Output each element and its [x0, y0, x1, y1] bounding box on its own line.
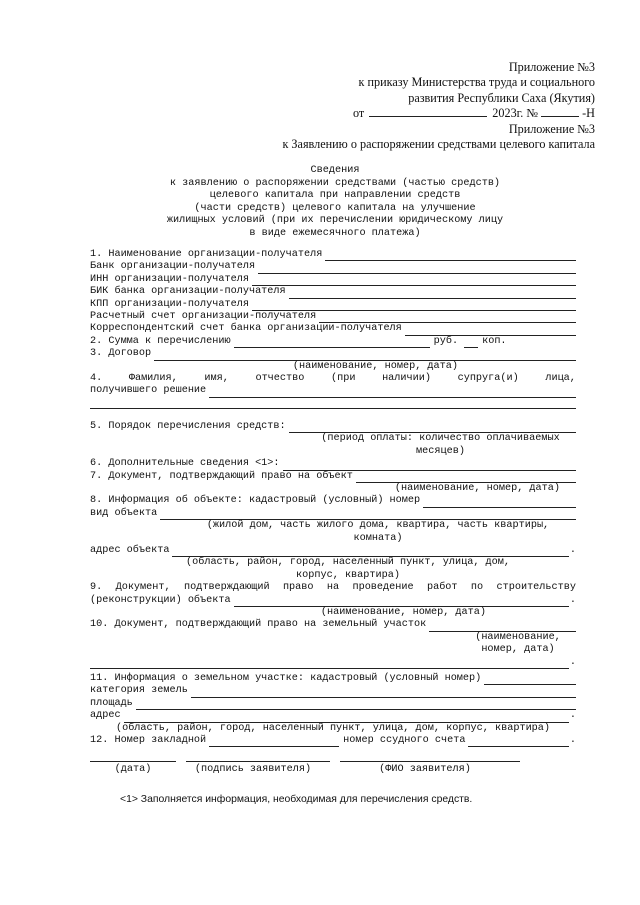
field-label: номер ссудного счета — [343, 735, 466, 747]
field-label: вид объекта — [90, 507, 158, 519]
line-dot: . — [569, 594, 576, 606]
input-line[interactable] — [252, 275, 576, 286]
line-dot: . — [569, 735, 576, 747]
title-line: (части средств) целевого капитала на улучшение — [194, 202, 476, 214]
field-object-address — [90, 545, 576, 557]
title-line: Сведения — [310, 165, 360, 176]
field-recipient-bik — [90, 286, 576, 298]
header-order-line — [75, 106, 595, 121]
amount-rub-input[interactable] — [234, 337, 430, 348]
header-suffix: -Н — [582, 106, 595, 121]
header-line: Приложение №3 — [508, 121, 595, 136]
field-label: получившего решение — [90, 385, 207, 397]
field-label: КПП организации-получателя — [90, 298, 249, 310]
rub-label: руб. — [433, 335, 459, 347]
field-object-cadastral — [90, 495, 576, 507]
fio-line[interactable] — [340, 751, 520, 762]
field-label: БИК банка организации-получателя — [90, 286, 286, 298]
title-line: к заявлению о распоряжении средствами (частью средств) — [169, 177, 501, 189]
input-line[interactable] — [405, 325, 576, 336]
input-line[interactable] — [154, 350, 576, 361]
line-dot: . — [569, 544, 576, 556]
field-label: 3. Договор — [90, 348, 152, 360]
field-land-address — [90, 710, 576, 722]
field-land-area — [90, 698, 576, 710]
field-label: 11. Информация о земельном участке: кадастровый (условный номер) — [90, 673, 482, 684]
input-line[interactable] — [136, 699, 576, 710]
form-fields — [90, 249, 576, 747]
date-caption: (дата) — [114, 764, 152, 775]
input-line[interactable] — [90, 658, 569, 669]
field-hint: (наименование, номер, дата) — [292, 360, 458, 372]
input-line[interactable] — [319, 312, 576, 323]
input-line[interactable] — [172, 546, 568, 557]
order-date-blank — [369, 106, 487, 117]
mortgage-number-input[interactable] — [209, 736, 339, 747]
field-label: 1. Наименование организации-получателя — [90, 249, 323, 260]
input-line[interactable] — [356, 472, 576, 483]
input-line[interactable] — [90, 398, 576, 409]
field-land-document — [90, 619, 576, 631]
field-label: 12. Номер закладной — [90, 735, 207, 747]
field-object-document — [90, 471, 576, 483]
field-label: площадь — [90, 697, 133, 709]
line-dot: . — [569, 710, 576, 722]
field-recipient-kpp — [90, 299, 576, 311]
header-line: к приказу Министерства труда и социального — [358, 75, 595, 90]
date-line[interactable] — [90, 751, 176, 762]
input-line[interactable] — [209, 387, 576, 398]
field-land-document-cont — [90, 657, 576, 669]
justified-word: лица, — [545, 373, 576, 385]
field-hint: (наименование, номер, дата) — [475, 631, 561, 656]
justified-word: строительству — [496, 582, 576, 594]
justified-word: Фамилия, — [128, 373, 178, 385]
justified-word: наличии) — [382, 373, 431, 385]
field-hint: (область, район, город, населенный пункт, улица, дом, корпус, квартира) — [185, 557, 510, 581]
field-contract — [90, 348, 576, 360]
justified-word: 9. — [90, 582, 103, 594]
kop-label: коп. — [482, 335, 507, 347]
signature-block — [90, 751, 580, 775]
input-line[interactable] — [484, 674, 576, 685]
field-object-type — [90, 508, 576, 520]
justified-word: отчество — [255, 373, 305, 385]
field-label: адрес — [90, 710, 121, 722]
field-label: ИНН организации-получателя — [90, 273, 249, 285]
field-hint: (наименование, номер, дата) — [394, 482, 560, 494]
justified-word: проведение — [352, 582, 414, 594]
field-mortgage — [90, 735, 576, 747]
input-line[interactable] — [124, 712, 569, 723]
field-extra-info — [90, 458, 576, 470]
justified-word: (при — [330, 373, 356, 385]
field-label: 8. Информация об объекте: кадастровый (условный) номер — [90, 495, 421, 507]
field-label: адрес объекта — [90, 544, 170, 556]
field-label: 10. Документ, подтверждающий право на земельный участок — [90, 619, 427, 631]
field-label: Банк организации-получателя — [90, 261, 256, 273]
input-line[interactable] — [325, 250, 576, 261]
field-label: Расчетный счет организации-получателя — [90, 311, 317, 323]
field-recipient-account — [90, 311, 576, 323]
field-label: (реконструкции) объекта — [90, 594, 231, 606]
justified-word: супруга(и) — [457, 373, 519, 385]
field-label: 2. Сумма к перечислению — [90, 335, 231, 347]
input-line[interactable] — [429, 621, 576, 632]
footnote: <1> Заполняется информация, необходимая для перечисления средств. — [120, 794, 473, 805]
field-label: Корреспондентский счет банка организации-получателя — [90, 323, 402, 335]
field-label: 7. Документ, подтверждающий право на объект — [90, 470, 353, 482]
header-line: Приложение №3 — [508, 60, 595, 74]
line-dot: . — [569, 656, 576, 668]
fio-caption: (ФИО заявителя) — [379, 764, 471, 775]
input-line[interactable] — [252, 300, 576, 311]
field-label: категория земель — [90, 685, 188, 697]
field-amount — [90, 336, 576, 348]
field-construction-document — [90, 582, 576, 594]
justified-word: подтверждающий — [183, 582, 270, 594]
document-header — [75, 60, 595, 152]
field-hint: (период оплаты: количество оплачиваемых месяцев) — [321, 433, 560, 457]
field-recipient-bank — [90, 261, 576, 273]
field-hint: (наименование, номер, дата) — [320, 606, 486, 618]
justified-word: Документ, — [115, 582, 171, 594]
input-line[interactable] — [289, 422, 576, 433]
input-line[interactable] — [191, 687, 576, 698]
document-title — [90, 165, 580, 241]
field-correspondent-account — [90, 323, 576, 335]
field-recipient-inn — [90, 274, 576, 286]
field-hint: (область, район, город, населенный пункт, улица, дом, корпус, квартира) — [115, 722, 551, 734]
field-recipient-name — [90, 249, 576, 261]
justified-word: имя, — [204, 373, 229, 385]
justified-word: по — [470, 582, 484, 594]
field-transfer-order — [90, 421, 576, 433]
title-line: целевого капитала при направлении средств — [209, 190, 461, 202]
input-line[interactable] — [234, 596, 569, 607]
input-line[interactable] — [289, 288, 576, 299]
field-label: 6. Дополнительные сведения <1>: — [90, 458, 280, 470]
justified-word: право — [282, 582, 314, 594]
header-ot: от — [352, 106, 365, 121]
order-number-blank — [541, 106, 579, 117]
field-reconstruction-object — [90, 595, 576, 607]
amount-kop-input[interactable] — [464, 337, 478, 348]
field-spouse-name — [90, 373, 576, 385]
header-line: развития Республики Саха (Якутия) — [408, 90, 595, 105]
field-land-cadastral — [90, 673, 576, 685]
justified-word: 4. — [90, 373, 103, 385]
field-spouse-decision — [90, 385, 576, 397]
title-line: в виде ежемесячного платежа) — [249, 227, 421, 239]
header-line: к Заявлению о распоряжении средствами целевого капитала — [282, 137, 595, 152]
header-year: 2023г. № — [492, 106, 539, 121]
input-line[interactable] — [258, 263, 576, 274]
field-land-category — [90, 685, 576, 697]
signature-line[interactable] — [186, 751, 330, 762]
justified-word: на — [326, 582, 340, 594]
input-line[interactable] — [160, 509, 576, 520]
field-label: 5. Порядок перечисления средств: — [90, 420, 286, 432]
signature-caption: (подпись заявителя) — [194, 764, 312, 775]
justified-word: работ — [426, 582, 458, 594]
loan-account-input[interactable] — [468, 736, 568, 747]
field-hint: (жилой дом, часть жилого дома, квартира, часть квартиры, комната) — [206, 520, 550, 544]
input-line[interactable] — [423, 497, 576, 508]
input-line[interactable] — [283, 460, 576, 471]
title-line: жилищных условий (при их перечислении юридическому лицу — [166, 215, 504, 227]
